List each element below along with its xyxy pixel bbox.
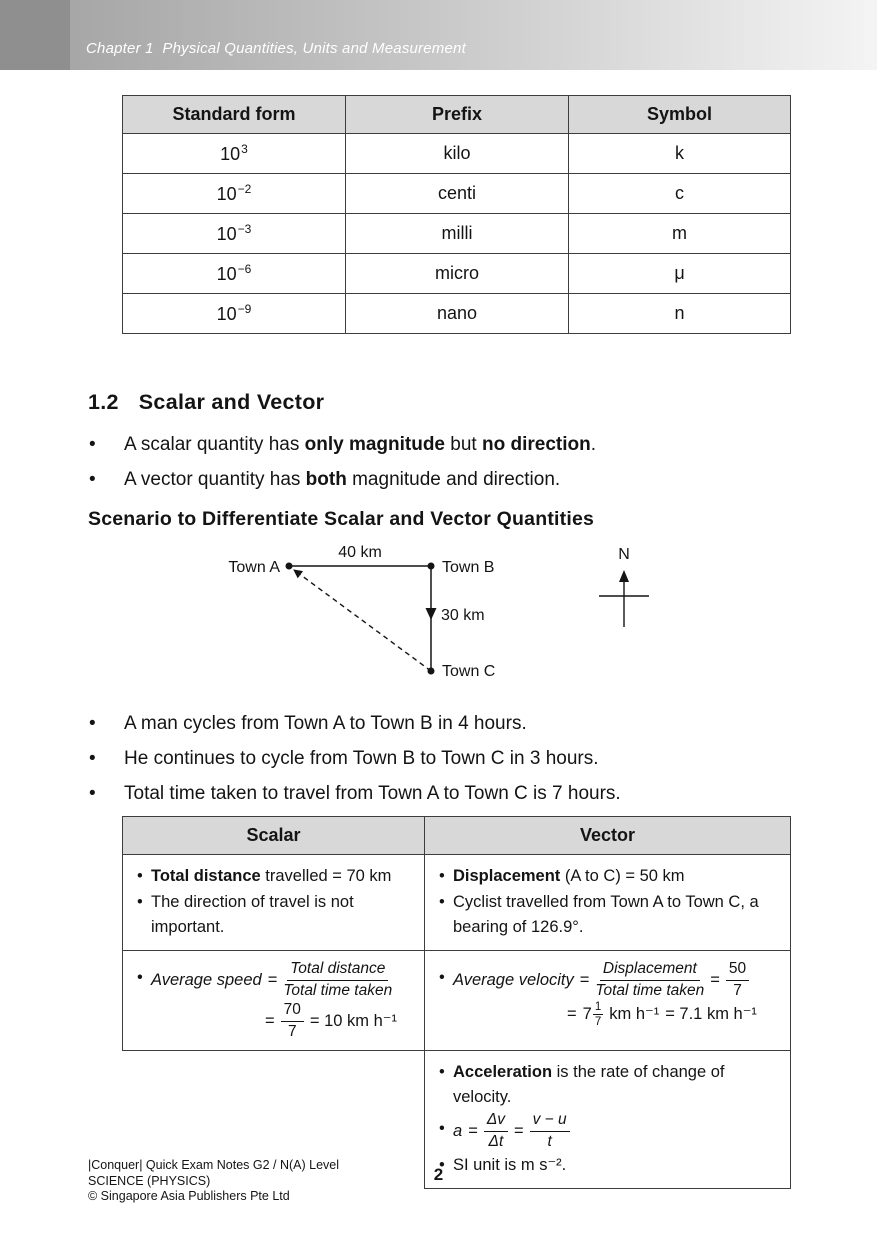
fraction-denominator: t <box>547 1132 552 1150</box>
fraction-denominator: Δt <box>488 1132 504 1150</box>
result-text: = 7.1 km h⁻¹ <box>665 1005 757 1024</box>
equation <box>265 1001 397 1041</box>
text-segment: . <box>590 434 597 455</box>
prefix-cell: kilo <box>346 134 569 174</box>
power-base: 10 <box>220 144 241 164</box>
acceleration-definition-item <box>437 1060 780 1110</box>
text-segment: travelled = 70 km <box>260 867 392 885</box>
text-segment: magnitude and direction. <box>346 469 561 490</box>
total-distance-item <box>135 864 414 889</box>
power-base: 10 <box>216 184 237 204</box>
scenario-diagram <box>204 539 877 694</box>
prefix-cell: micro <box>346 254 569 294</box>
table-row <box>123 174 791 214</box>
column-header-prefix: Prefix <box>346 96 569 134</box>
town-c-label: Town C <box>442 663 496 680</box>
standard-form-cell <box>123 294 346 334</box>
prefix-cell: milli <box>346 214 569 254</box>
text-segment: is the rate of change of velocity. <box>453 1063 725 1107</box>
imprint-line: SCIENCE (PHYSICS) <box>88 1173 211 1188</box>
fraction-numerator: Displacement <box>600 960 700 981</box>
column-header-scalar: Scalar <box>123 817 425 855</box>
arrowhead-down-icon <box>426 608 437 620</box>
power-exponent: −3 <box>237 222 252 236</box>
power-base: 10 <box>216 264 237 284</box>
bearing-item: • Cyclist travelled from Town A to Town C, a bearing of 126.9°. <box>437 890 780 940</box>
town-a-dot <box>286 563 293 570</box>
fraction <box>530 1111 570 1151</box>
fraction-denominator: 7 <box>733 981 742 999</box>
direction-note-item: • The direction of travel is not important. <box>135 890 414 940</box>
section-title: Scalar and Vector <box>138 390 325 414</box>
equals-sign: = <box>579 970 590 989</box>
scalar-distance-cell <box>123 855 425 951</box>
fraction-numerator: 70 <box>281 1001 304 1022</box>
vector-velocity-cell <box>425 951 791 1051</box>
fraction <box>595 960 704 1000</box>
table-row <box>123 134 791 174</box>
text-segment: but <box>445 434 482 455</box>
vector-displacement-cell <box>425 855 791 951</box>
scenario-bullet: • He continues to cycle from Town B to Town C in 3 hours. <box>88 746 877 772</box>
power-exponent: −6 <box>237 262 252 276</box>
scenario-heading: Scenario to Differentiate Scalar and Vector Quantities <box>88 508 595 530</box>
column-header-standard-form: Standard form <box>123 96 346 134</box>
standard-form-cell <box>123 254 346 294</box>
fraction <box>726 960 749 1000</box>
equals-sign: = <box>710 970 720 989</box>
quantity-name: • Average velocity <box>453 970 574 989</box>
equals-sign: = <box>567 1005 577 1024</box>
whole-number: 7 <box>582 1005 592 1024</box>
symbol-cell: μ <box>569 254 791 294</box>
table-row <box>123 294 791 334</box>
table-row <box>123 951 791 1051</box>
displacement-item <box>437 864 780 889</box>
power-exponent: −9 <box>237 302 252 316</box>
fraction <box>283 960 392 1000</box>
bold-segment: no direction <box>482 434 591 455</box>
page-number: 2 <box>433 1165 444 1184</box>
column-header-symbol: Symbol <box>569 96 791 134</box>
bold-segment: Total distance <box>151 867 261 885</box>
bold-segment: Acceleration <box>453 1063 553 1082</box>
fraction-denominator: Total time taken <box>595 981 705 999</box>
unit-text: km h⁻¹ <box>609 1005 660 1024</box>
prefix-table <box>122 95 791 334</box>
prefix-table-header-row <box>123 96 791 134</box>
dashed-line-a-to-c <box>294 570 431 671</box>
standard-form-cell <box>123 174 346 214</box>
equals-sign: = <box>265 1011 275 1030</box>
fraction-denominator: 7 <box>594 1015 602 1028</box>
text-segment: (A to C) = 50 km <box>560 867 685 885</box>
standard-form-cell <box>123 214 346 254</box>
mixed-number <box>583 1001 604 1028</box>
distance-ab-label: 40 km <box>338 544 382 561</box>
fraction <box>484 1111 508 1151</box>
power-base: 10 <box>216 224 237 244</box>
fraction <box>593 1001 603 1028</box>
bold-segment: both <box>305 469 347 490</box>
power-exponent: 3 <box>241 142 248 156</box>
equals-sign: = <box>468 1121 478 1140</box>
chapter-header-band <box>0 0 877 70</box>
fraction-numerator: 1 <box>594 1001 602 1014</box>
definition-bullets <box>88 432 877 493</box>
fraction-numerator: v − u <box>530 1111 570 1132</box>
symbol-cell: c <box>569 174 791 214</box>
sv-table-header-row <box>123 817 791 855</box>
table-row <box>123 855 791 951</box>
quantity-name: • Average speed <box>151 970 262 989</box>
distance-bc-label: 30 km <box>441 607 485 624</box>
town-b-dot <box>428 563 435 570</box>
fraction-denominator: 7 <box>287 1022 297 1040</box>
average-velocity-result <box>567 1001 780 1028</box>
fraction-numerator: Total distance <box>287 960 388 981</box>
prefix-cell: nano <box>346 294 569 334</box>
compass-arrowhead-icon <box>619 570 629 582</box>
equation <box>453 960 749 1000</box>
equation <box>453 1111 570 1151</box>
bold-segment: Displacement <box>453 867 561 885</box>
standard-form-cell <box>123 134 346 174</box>
symbol-cell: n <box>569 294 791 334</box>
equation <box>567 1001 757 1028</box>
town-c-dot <box>428 668 435 675</box>
fraction-numerator: 50 <box>726 960 749 981</box>
equals-sign: = <box>267 970 278 989</box>
imprint-line: © Singapore Asia Publishers Pte Ltd <box>88 1189 290 1203</box>
power-exponent: −2 <box>237 182 252 196</box>
text-segment: A scalar quantity has <box>124 434 305 455</box>
equation <box>151 960 392 1000</box>
section-number: 1.2 <box>88 390 119 414</box>
bold-segment: only magnitude <box>304 434 446 455</box>
town-b-label: Town B <box>442 559 495 576</box>
symbol-cell: k <box>569 134 791 174</box>
table-row <box>123 214 791 254</box>
column-header-vector: Vector <box>425 817 791 855</box>
north-label: N <box>618 546 630 563</box>
power-base: 10 <box>216 304 237 324</box>
scalar-vector-table <box>122 816 791 1189</box>
towns-diagram-svg <box>204 539 674 689</box>
town-a-label: Town A <box>228 559 280 576</box>
table-row <box>123 254 791 294</box>
prefix-cell: centi <box>346 174 569 214</box>
average-velocity-formula <box>437 960 780 1000</box>
average-speed-result <box>265 1001 414 1041</box>
variable-a: • a <box>453 1121 463 1140</box>
text-segment: A vector quantity has <box>124 469 306 490</box>
si-unit-item: • SI unit is m s⁻². <box>437 1153 780 1178</box>
scenario-bullet: • Total time taken to travel from Town A to Town C is 7 hours. <box>88 781 877 807</box>
equals-sign: = <box>513 1121 524 1140</box>
imprint-line: |Conquer| Quick Exam Notes G2 / N(A) Level <box>88 1158 340 1172</box>
chapter-title: Chapter 1 Physical Quantities, Units and Measurement <box>86 40 466 57</box>
section-heading <box>88 390 877 415</box>
fraction <box>281 1001 304 1041</box>
scalar-definition <box>88 432 877 458</box>
scalar-speed-cell <box>123 951 425 1051</box>
symbol-cell: m <box>569 214 791 254</box>
vector-definition <box>88 467 877 493</box>
fraction-numerator: Δv <box>484 1111 508 1132</box>
fraction-denominator: Total time taken <box>283 981 393 999</box>
acceleration-formula <box>437 1111 780 1151</box>
average-speed-formula <box>135 960 414 1000</box>
result-text: = 10 km h⁻¹ <box>309 1011 398 1030</box>
scenario-bullet: • A man cycles from Town A to Town B in 4 hours. <box>88 711 877 737</box>
scenario-bullets <box>88 711 877 807</box>
header-corner-decoration <box>0 0 70 70</box>
